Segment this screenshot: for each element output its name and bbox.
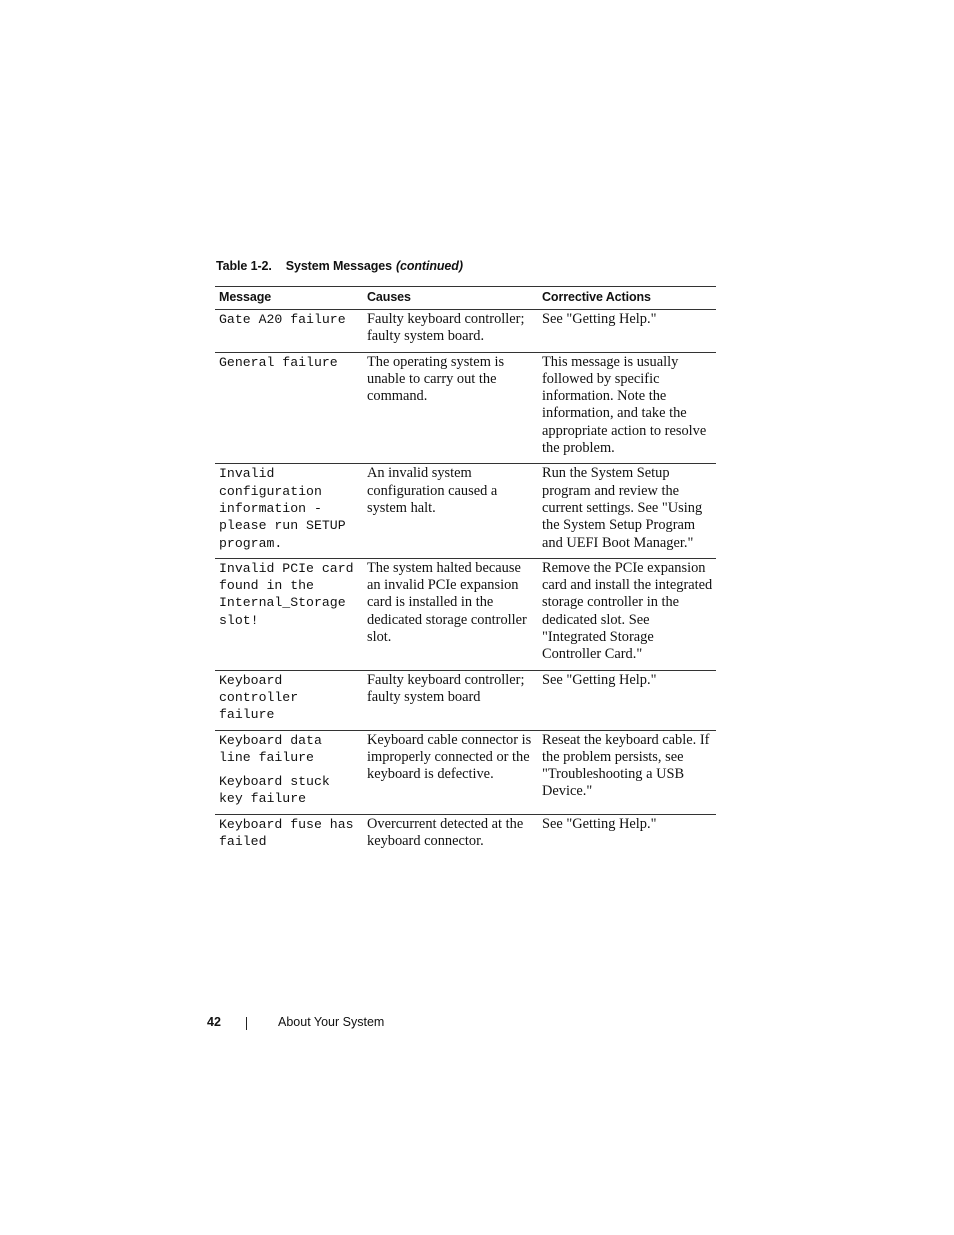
- actions-cell: See "Getting Help.": [542, 815, 657, 832]
- message-cell: [215, 814, 363, 856]
- table-row: [215, 464, 716, 558]
- message-cell: [215, 670, 363, 730]
- actions-cell: This message is usually followed by specific information. Note the information, and take the appropriate action to resolve the problem.: [538, 352, 716, 464]
- message-text: Invalid configuration information - please run SETUP program.: [219, 466, 346, 551]
- actions-cell: See "Getting Help.": [538, 310, 716, 353]
- causes-cell: Keyboard cable connector is improperly connected or the keyboard is defective.: [363, 730, 538, 814]
- table-title: System Messages: [285, 259, 392, 273]
- message-text: Keyboard controller failure: [219, 672, 299, 723]
- section-title: About Your System: [278, 1015, 385, 1029]
- table-row: [215, 352, 716, 464]
- actions-cell: Remove the PCIe expansion card and install the integrated storage controller in the dedicated slot. See "Integrated Storage Controller Card.": [538, 558, 716, 670]
- message-text: Invalid PCIe card found in the Internal_Storage slot!: [219, 560, 354, 628]
- actions-cell: See "Getting Help.": [538, 670, 716, 730]
- table-row: [215, 670, 716, 730]
- actions-cell: Reseat the keyboard cable. If the problem persists, see "Troubleshooting a USB Device.": [538, 730, 716, 814]
- causes-cell: Faulty keyboard controller; faulty system board.: [363, 310, 538, 353]
- page-number: 42: [207, 1015, 221, 1029]
- causes-cell: Faulty keyboard controller; faulty system board: [363, 670, 538, 730]
- table-continued: (continued): [395, 259, 463, 273]
- causes-cell: The system halted because an invalid PCIe expansion card is installed in the dedicated storage controller slot.: [363, 558, 538, 670]
- header-causes: Causes: [363, 287, 538, 310]
- table-row: [215, 310, 716, 353]
- table-caption: [216, 259, 463, 273]
- causes-cell: The operating system is unable to carry out the command.: [363, 352, 538, 464]
- table-header-row: [215, 287, 716, 310]
- system-messages-table: [215, 286, 716, 856]
- causes-cell: Overcurrent detected at the keyboard connector.: [367, 815, 524, 850]
- table-row: [215, 814, 716, 856]
- message-text: Keyboard fuse has failed: [219, 816, 354, 850]
- header-message: Message: [215, 287, 363, 310]
- message-text: General failure: [219, 354, 338, 370]
- table-label: Table 1-2.: [216, 259, 272, 273]
- table-row: [215, 730, 716, 814]
- message-text: Gate A20 failure: [219, 312, 346, 327]
- message-cell: [215, 730, 363, 814]
- message-cell: [215, 352, 363, 464]
- message-cell: [215, 310, 363, 353]
- message-cell: [215, 464, 363, 558]
- message-text: Keyboard data line failure: [219, 732, 322, 765]
- message-text: Keyboard stuck key failure: [219, 774, 330, 807]
- table-row: [215, 558, 716, 670]
- causes-cell: An invalid system configuration caused a system halt.: [363, 464, 538, 558]
- actions-cell: Run the System Setup program and review the current settings. See "Using the System Setup Program and UEFI Boot Manager.": [538, 464, 716, 558]
- header-corrective-actions: Corrective Actions: [538, 287, 716, 310]
- message-cell: [215, 558, 363, 670]
- footer-divider: [246, 1017, 247, 1030]
